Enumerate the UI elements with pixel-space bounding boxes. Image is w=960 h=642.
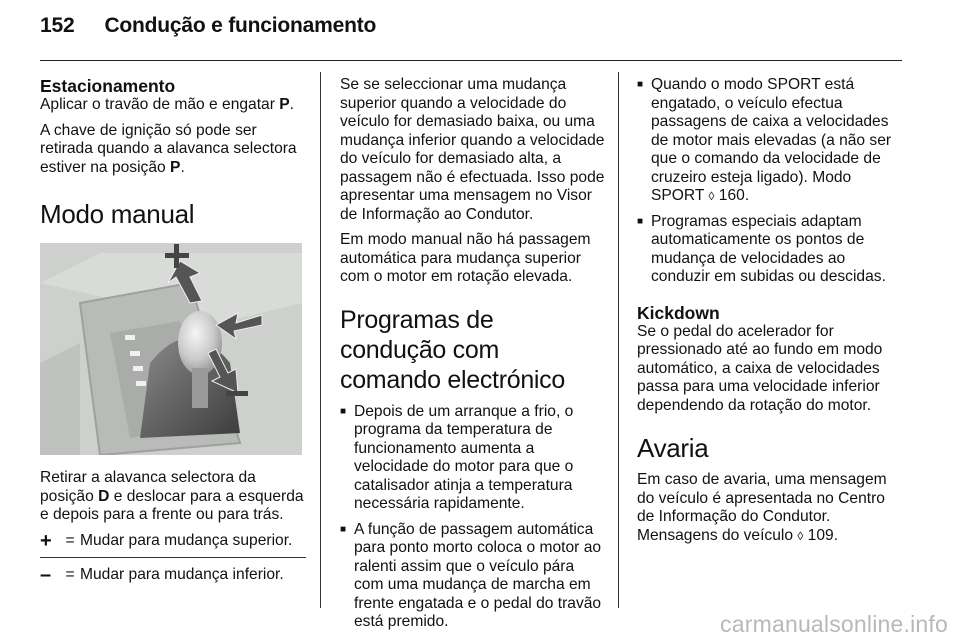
fault-paragraph: Em caso de avaria, uma mensagem do veículo é apresentada no Centro de Informação do Condutor. Mensagens do veículo ◊ 109.: [637, 471, 887, 544]
gear-selector-illustration: [40, 243, 302, 455]
list-item: ■ A função de passagem automática para ponto morto coloca o motor ao ralenti assim que o veículo pára com uma mudança de marcha em frente engatada e o pedal do travão está premido.: [340, 520, 602, 630]
column-3: [637, 76, 903, 552]
manual-mode-heading: Modo manual: [40, 199, 195, 229]
page-number: 152: [40, 14, 75, 37]
downshift-legend: – = Mudar para mudança inferior.: [40, 564, 284, 586]
cross-reference-icon: ◊: [708, 189, 715, 203]
parking-heading: Estacionamento: [40, 76, 176, 96]
manual-mode-paragraph: Retirar a alavanca selectora da posição D e deslocar para a esquerda e depois para a frente ou para trás.: [40, 469, 304, 523]
legend-divider: [40, 557, 306, 558]
list-item: ■ Depois de um arranque a frio, o programa da temperatura de funcionamento aumenta a velocidade do motor para que o catalisador atinja a temperatura necessária rapidamente.: [340, 402, 574, 512]
upshift-legend-text: Mudar para mudança superior.: [80, 531, 293, 549]
kickdown-heading: Kickdown: [637, 302, 720, 323]
list-item: ■ Quando o modo SPORT está engatado, o veículo efectua passagens de caixa a velocidades de motor mais elevadas (a não ser que o comando da velocidade de cruzeiro esteja ligado). Modo SPORT ◊ 160.: [637, 76, 892, 204]
parking-paragraph-1: Aplicar o travão de mão e engatar P.: [40, 96, 294, 113]
plus-icon: +: [40, 529, 52, 552]
page-reference[interactable]: 160: [718, 187, 745, 204]
minus-icon: –: [40, 564, 52, 586]
parking-paragraph-2: A chave de ignição só pode ser retirada quando a alavanca selectora estiver na posição P.: [40, 121, 297, 176]
manual-shift-paragraph-1: Se se seleccionar uma mudança superior quando a velocidade do veículo for demasiado baixa, ou uma mudança inferior quando a velocidade do veículo for demasiado alta, a passagem não é efectuada. Isso pode apresentar uma mensagem no Visor de Informação ao Condutor.: [340, 76, 605, 223]
column-divider: [320, 72, 321, 608]
page-reference[interactable]: 109: [807, 526, 834, 544]
list-item: ■ Programas especiais adaptam automaticamente os pontos de mudança de velocidades ao conduzir em subidas ou descidas.: [637, 212, 886, 285]
header-rule: [40, 60, 902, 61]
kickdown-paragraph: Se o pedal do acelerador for pressionado até ao fundo em modo automático, a caixa de velocidades passa para uma velocidade inferior dependendo da rotação do motor.: [637, 322, 883, 414]
fault-heading: Avaria: [637, 433, 709, 463]
bullet-icon: ■: [340, 405, 347, 417]
cross-reference-icon: ◊: [797, 528, 804, 543]
column-divider: [618, 72, 619, 608]
manual-shift-paragraph-2: Em modo manual não há passagem automática para mudança superior com o motor em rotação elevada.: [340, 231, 591, 285]
upshift-legend: + = Mudar para mudança superior.: [40, 529, 293, 552]
page-header-title: Condução e funcionamento: [104, 14, 377, 37]
column-2: [340, 76, 606, 639]
driving-programs-heading: Programas de condução com comando electrónico: [340, 305, 565, 394]
bullet-icon: ■: [340, 523, 347, 535]
watermark: carmanualsonline.info: [720, 611, 948, 637]
bullet-icon: ■: [637, 79, 644, 90]
bullet-icon: ■: [637, 215, 644, 227]
page-header: [40, 14, 376, 50]
column-1: [40, 76, 306, 589]
downshift-legend-text: Mudar para mudança inferior.: [80, 566, 284, 583]
